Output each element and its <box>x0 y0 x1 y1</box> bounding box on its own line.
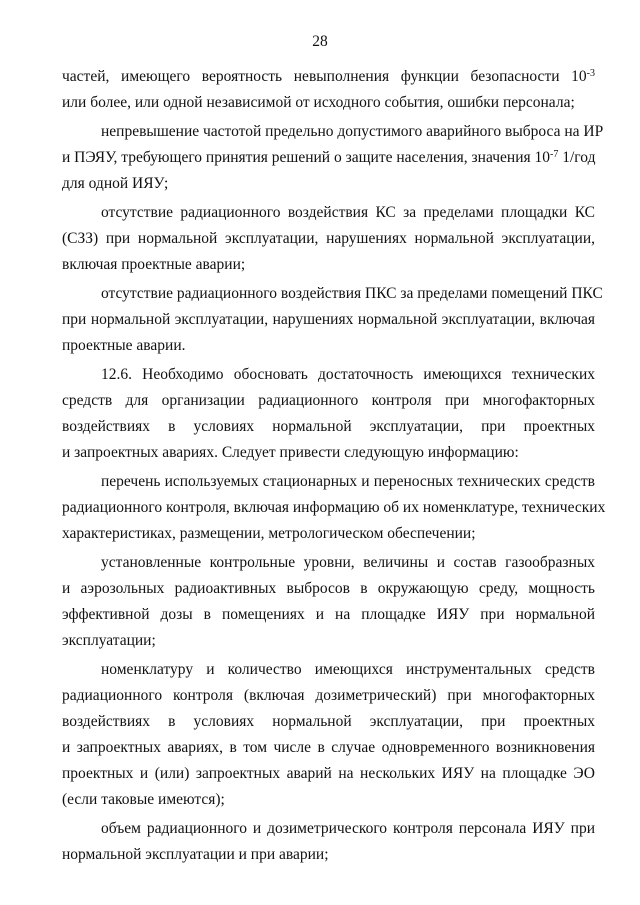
text-line: проектные аварии. <box>62 337 186 354</box>
text-line: нормальной эксплуатации и при аварии; <box>62 846 329 863</box>
text-line: частей, имеющего вероятность невыполнения функции безопасности $10^{-3}$ <box>62 68 595 85</box>
text-line: при нормальной эксплуатации, нарушениях нормальной эксплуатации, включая <box>62 311 595 328</box>
text-line: эксплуатации; <box>62 632 156 649</box>
text-line: радиационного контроля, включая информацию об их номенклатуре, технических <box>62 499 606 516</box>
paragraph-ks-impact <box>62 200 595 278</box>
text-line: и запроектных авариях, в том числе в случае одновременного возникновения <box>62 739 595 756</box>
text-line: радиационного контроля (включая дозиметрический) при многофакторных <box>62 687 595 704</box>
paragraph-personnel-monitoring <box>62 816 595 868</box>
paragraph-equipment-list <box>62 469 606 547</box>
text-line: (если таковые имеются); <box>62 791 225 808</box>
text-line: отсутствие радиационного воздействия ПКС за пределами помещений ПКС <box>101 285 603 302</box>
paragraph-reliability <box>62 64 595 116</box>
text-line: воздействиях в условиях нормальной эксплуатации, при проектных <box>62 713 595 730</box>
paragraph-instruments <box>62 657 595 813</box>
paragraph-emission-limit <box>62 119 604 197</box>
text-line: для одной ИЯУ; <box>62 175 169 192</box>
paragraph-pks-impact <box>62 281 603 359</box>
page-number: 28 <box>312 33 328 50</box>
superscript-exponent: -3 <box>586 68 595 79</box>
paragraph-control-levels <box>62 550 595 654</box>
text-line: включая проектные аварии; <box>62 256 246 273</box>
document-body <box>62 64 606 868</box>
text-line: характеристиках, размещении, метрологическом обеспечении; <box>62 525 476 542</box>
text-line: эффективной дозы в помещениях и на площадке ИЯУ при нормальной <box>62 606 595 623</box>
text-line: непревышение частотой предельно допустимого аварийного выброса на ИР <box>101 123 604 140</box>
text-line: номенклатуру и количество имеющихся инструментальных средств <box>101 661 595 678</box>
text-line: перечень используемых стационарных и переносных технических средств <box>101 473 595 490</box>
text-line: средств для организации радиационного контроля при многофакторных <box>62 392 595 409</box>
text-line: проектных и (или) запроектных аварий на нескольких ИЯУ на площадке ЭО <box>62 765 595 782</box>
text-line: объем радиационного и дозиметрического контроля персонала ИЯУ при <box>101 820 595 837</box>
text-line: воздействиях в условиях нормальной эксплуатации, при проектных <box>62 418 595 435</box>
text-line: и ПЭЯУ, требующего принятия решений о защите населения, значения $10^{-7}$ 1/год <box>62 149 596 166</box>
text-line: отсутствие радиационного воздействия КС за пределами площадки КС <box>101 204 595 221</box>
superscript-exponent: -7 <box>550 149 559 160</box>
paragraph-section-12-6 <box>62 362 595 466</box>
text-line: и аэрозольных радиоактивных выбросов в окружающую среду, мощность <box>62 580 595 597</box>
text-line: 12.6. Необходимо обосновать достаточность имеющихся технических <box>101 366 595 383</box>
text-line: установленные контрольные уровни, величины и состав газообразных <box>101 554 595 571</box>
text-line: или более, или одной независимой от исходного события, ошибки персонала; <box>62 94 575 111</box>
text-line: и запроектных авариях. Следует привести следующую информацию: <box>62 444 519 461</box>
text-line: (СЗЗ) при нормальной эксплуатации, нарушениях нормальной эксплуатации, <box>62 230 595 247</box>
